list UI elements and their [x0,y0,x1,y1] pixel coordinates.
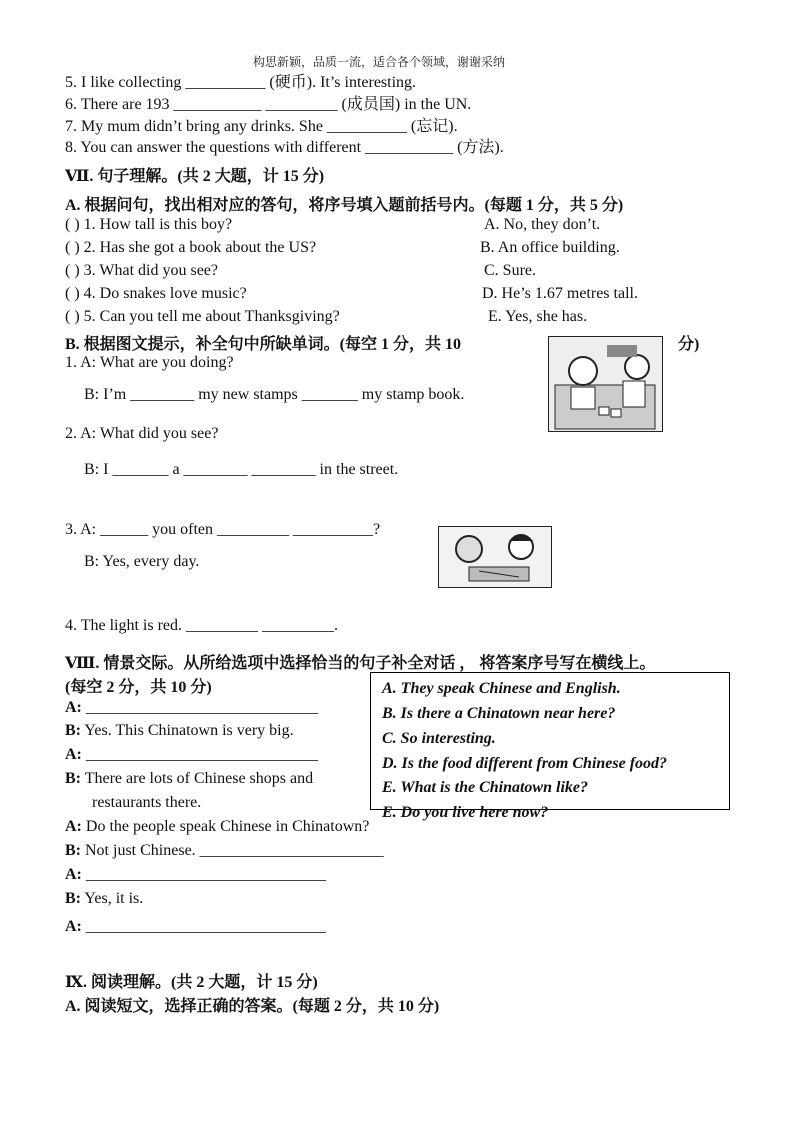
b-item-2b: B: I _______ a ________ ________ in the street. [84,461,399,478]
dialogue-text: There are lots of Chinese shops and [84,770,314,787]
answer-b: B. An office building. [480,239,620,256]
dialogue-text: ______________________________ [85,866,326,883]
option-c: C. So interesting. [382,730,496,747]
speaker: A: [65,746,82,763]
fill-line-6: 6. There are 193 ___________ _________ (成员国) in the UN. [65,96,472,113]
stamps-illustration [548,336,663,432]
b-item-3a: 3. A: ______ you often _________ __________? [65,521,381,538]
speaker: A: [65,866,82,883]
dialogue-text: Not just Chinese. _______________________ [85,842,384,859]
dialogue-text: ______________________________ [85,918,326,935]
speaker: A: [65,818,82,835]
question-1: ( ) 1. How tall is this boy? [65,216,233,233]
dialogue-line [65,770,313,788]
section-8-title: Ⅷ. 情景交际。从所给选项中选择恰当的句子补全对话 ， 将答案序号写在横线上。 [65,655,656,672]
speaker: B: [65,842,81,859]
dialogue-line [92,794,201,812]
section-8-subtitle: (每空 2 分，共 10 分) [65,679,212,696]
section-9a-title: A. 阅读短文，选择正确的答案。(每题 2 分，共 10 分) [65,998,440,1015]
section-7-title: Ⅶ. 句子理解。(共 2 大题，计 15 分) [65,168,325,185]
speaker: B: [65,890,81,907]
dialogue-line [65,699,318,717]
children-illustration [438,526,552,588]
b-item-1b: B: I’m ________ my new stamps _______ my stamp book. [84,386,465,403]
dialogue-line [65,842,384,860]
page-header: 构思新颖，品质一流，适合各个领域，谢谢采纳 [253,55,506,69]
speaker: B: [65,722,81,739]
answer-a: A. No, they don’t. [484,216,601,233]
dialogue-text: Yes, it is. [84,890,144,907]
speaker: B: [65,770,81,787]
section-7b-title: B. 根据图文提示，补全句中所缺单词。(每空 1 分，共 10 [65,336,462,353]
dialogue-line [65,890,143,908]
dialogue-text: Do the people speak Chinese in Chinatown? [85,818,370,835]
question-4: ( ) 4. Do snakes love music? [65,285,247,302]
b-item-4: 4. The light is red. _________ _________. [65,617,339,634]
question-3: ( ) 3. What did you see? [65,262,218,279]
speaker: A: [65,699,82,716]
section-7a-title: A. 根据问句，找出相对应的答句，将序号填入题前括号内。(每题 1 分，共 5 分) [65,197,624,214]
dialogue-line [65,722,294,740]
dialogue-text: _____________________________ [85,746,318,763]
dialogue-line [65,746,318,764]
fill-line-8: 8. You can answer the questions with different ___________ (方法). [65,139,504,156]
dialogue-line [65,866,326,884]
question-2: ( ) 2. Has she got a book about the US? [65,239,317,256]
dialogue-line [65,918,326,936]
fill-line-5: 5. I like collecting __________ (硬币). It’s interesting. [65,74,417,91]
option-e: E. What is the Chinatown like? [382,779,588,796]
option-e2: E. Do you live here now? [382,804,549,821]
section-7b-title-end: 分) [678,336,700,353]
dialogue-text: _____________________________ [85,699,318,716]
speaker: A: [65,918,82,935]
answer-d: D. He’s 1.67 metres tall. [482,285,638,302]
b-item-2a: 2. A: What did you see? [65,425,219,442]
dialogue-text: Yes. This Chinatown is very big. [84,722,294,739]
option-b: B. Is there a Chinatown near here? [382,705,616,722]
dialogue-line [65,818,369,836]
dialogue-text: restaurants there. [92,794,202,811]
section-9-title: Ⅸ. 阅读理解。(共 2 大题，计 15 分) [65,974,318,991]
option-d: D. Is the food different from Chinese food? [382,755,668,772]
fill-line-7: 7. My mum didn’t bring any drinks. She __________ (忘记). [65,118,458,135]
answer-e: E. Yes, she has. [488,308,588,325]
answer-c: C. Sure. [484,262,536,279]
option-a: A. They speak Chinese and English. [382,680,621,697]
b-item-3b: B: Yes, every day. [84,553,200,570]
question-5: ( ) 5. Can you tell me about Thanksgiving? [65,308,340,325]
b-item-1a: 1. A: What are you doing? [65,354,234,371]
